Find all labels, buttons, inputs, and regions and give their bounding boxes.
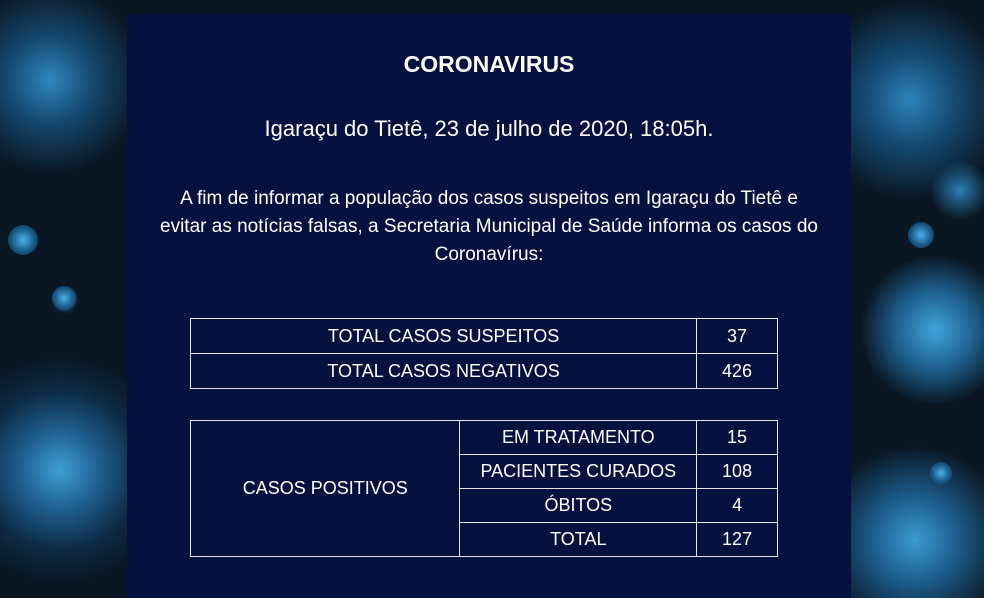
notice-panel (127, 14, 851, 598)
table-row (191, 319, 778, 354)
obitos-label: ÓBITOS (460, 489, 697, 523)
virus-particle-icon (52, 286, 76, 310)
positives-total-label: TOTAL (460, 523, 697, 557)
notice-intro: A fim de informar a população dos casos suspeitos em Igaraçu do Tietê e evitar as notícias falsas, a Secretaria Municipal de Saúde informa os casos do Coronavírus: (160, 188, 818, 265)
positives-table (190, 420, 778, 557)
positives-group-label: CASOS POSITIVOS (191, 421, 460, 557)
table-row (191, 421, 778, 455)
table-row (191, 354, 778, 389)
total-negativos-label: TOTAL CASOS NEGATIVOS (191, 354, 697, 389)
pacientes-curados-label: PACIENTES CURADOS (460, 455, 697, 489)
virus-particle-icon (930, 462, 952, 484)
notice-dateline: Igaraçu do Tietê, 23 de julho de 2020, 18:05h. (264, 116, 714, 141)
virus-particle-icon (8, 225, 38, 255)
virus-particle-icon (908, 222, 934, 248)
em-tratamento-value: 15 (697, 421, 778, 455)
totals-table (190, 318, 778, 389)
total-suspeitos-label: TOTAL CASOS SUSPEITOS (191, 319, 697, 354)
notice-title: CORONAVIRUS (403, 51, 575, 77)
obitos-value: 4 (697, 489, 778, 523)
pacientes-curados-value: 108 (697, 455, 778, 489)
total-suspeitos-value: 37 (697, 319, 778, 354)
em-tratamento-label: EM TRATAMENTO (460, 421, 697, 455)
positives-total-value: 127 (697, 523, 778, 557)
total-negativos-value: 426 (697, 354, 778, 389)
